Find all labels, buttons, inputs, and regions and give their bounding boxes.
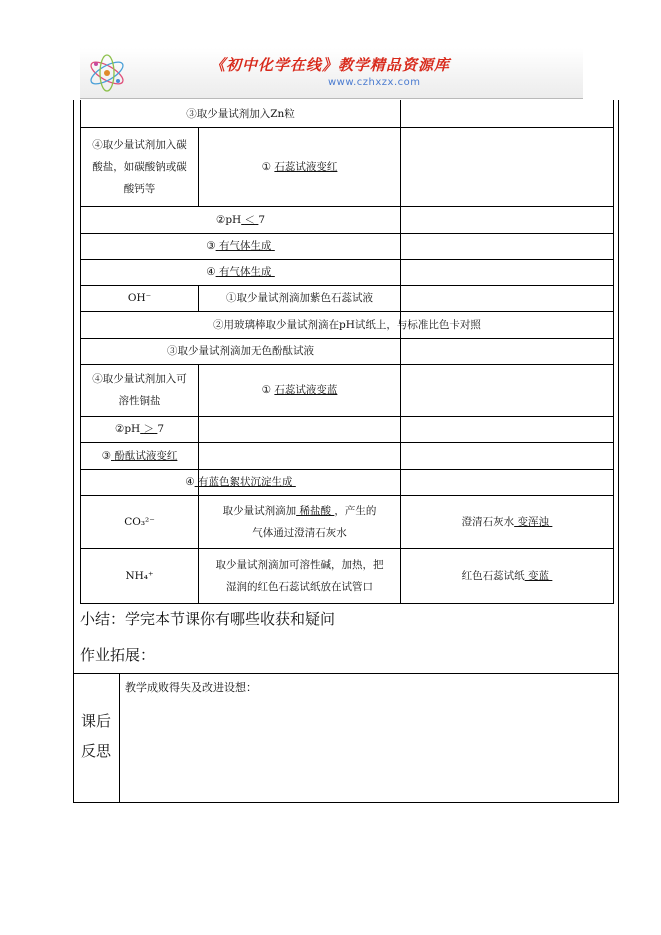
- banner-url[interactable]: www.czhxzx.com: [328, 77, 421, 88]
- row-litmus-red: ① 石蕊试液变红: [261, 160, 338, 173]
- ion-carbonate: CO₃²⁻: [124, 515, 155, 528]
- header-banner: [80, 48, 583, 99]
- row-litmus-blue: ① 石蕊试液变蓝: [261, 384, 338, 396]
- row-oh-litmus: ①取少量试剂滴加紫色石蕊试液: [226, 292, 373, 304]
- atom-logo-icon: [84, 50, 130, 96]
- ion-hydroxide: OH⁻: [127, 292, 152, 304]
- frame-left-border: [73, 100, 74, 803]
- reflection-divider: [119, 673, 120, 803]
- reflection-prompt: 教学成败得失及改进设想：: [125, 681, 257, 694]
- ion-test-table: [80, 100, 614, 604]
- row-gas-1: ③ 有气体生成: [206, 240, 272, 252]
- row-carbonate-method: ④取少量试剂加入碳 酸盐，如碳酸钠或碳 酸钙等: [92, 138, 187, 195]
- row-ammonium-test: 取少量试剂滴加可溶性碱，加热，把 湿润的红色石蕊试纸放在试管口: [215, 558, 384, 593]
- reflection-label: 课后 反思: [80, 712, 111, 760]
- reflection-top-border: [73, 673, 619, 674]
- row-phenolphthalein-red: ③ 酚酞试液变红: [101, 449, 178, 462]
- row-carbonate-result: 澄清石灰水 变浑浊: [461, 515, 549, 528]
- frame-right-border: [618, 100, 619, 803]
- row-carbonate-test: 取少量试剂滴加 稀盐酸 ，产生的 气体通过澄清石灰水: [222, 504, 377, 539]
- summary-text: 小结：学完本节课你有哪些收获和疑问: [80, 610, 336, 628]
- row-ph-greater: ②pH ＞ 7: [114, 423, 165, 435]
- frame-bottom-border: [73, 802, 619, 803]
- row-ph-less: ②pH ＜ 7: [215, 213, 266, 226]
- row-copper-salt-method: ④取少量试剂加入可 溶性铜盐: [92, 373, 187, 407]
- banner-title: 《初中化学在线》教学精品资源库: [210, 56, 451, 74]
- row-gas-2: ④ 有气体生成: [206, 266, 272, 278]
- homework-text: 作业拓展：: [80, 646, 156, 664]
- ion-ammonium: NH₄⁺: [125, 569, 154, 582]
- row-phenolphthalein: ③取少量试剂滴加无色酚酞试液: [167, 345, 314, 357]
- row-blue-precipitate: ④ 有蓝色絮状沉淀生成: [185, 476, 293, 488]
- row-zn-test: ③取少量试剂加入Zn粒: [186, 107, 295, 120]
- row-ammonium-result: 红色石蕊试纸 变蓝: [461, 569, 549, 582]
- row-ph-paper: ②用玻璃棒取少量试剂滴在pH试纸上，与标准比色卡对照: [213, 318, 481, 331]
